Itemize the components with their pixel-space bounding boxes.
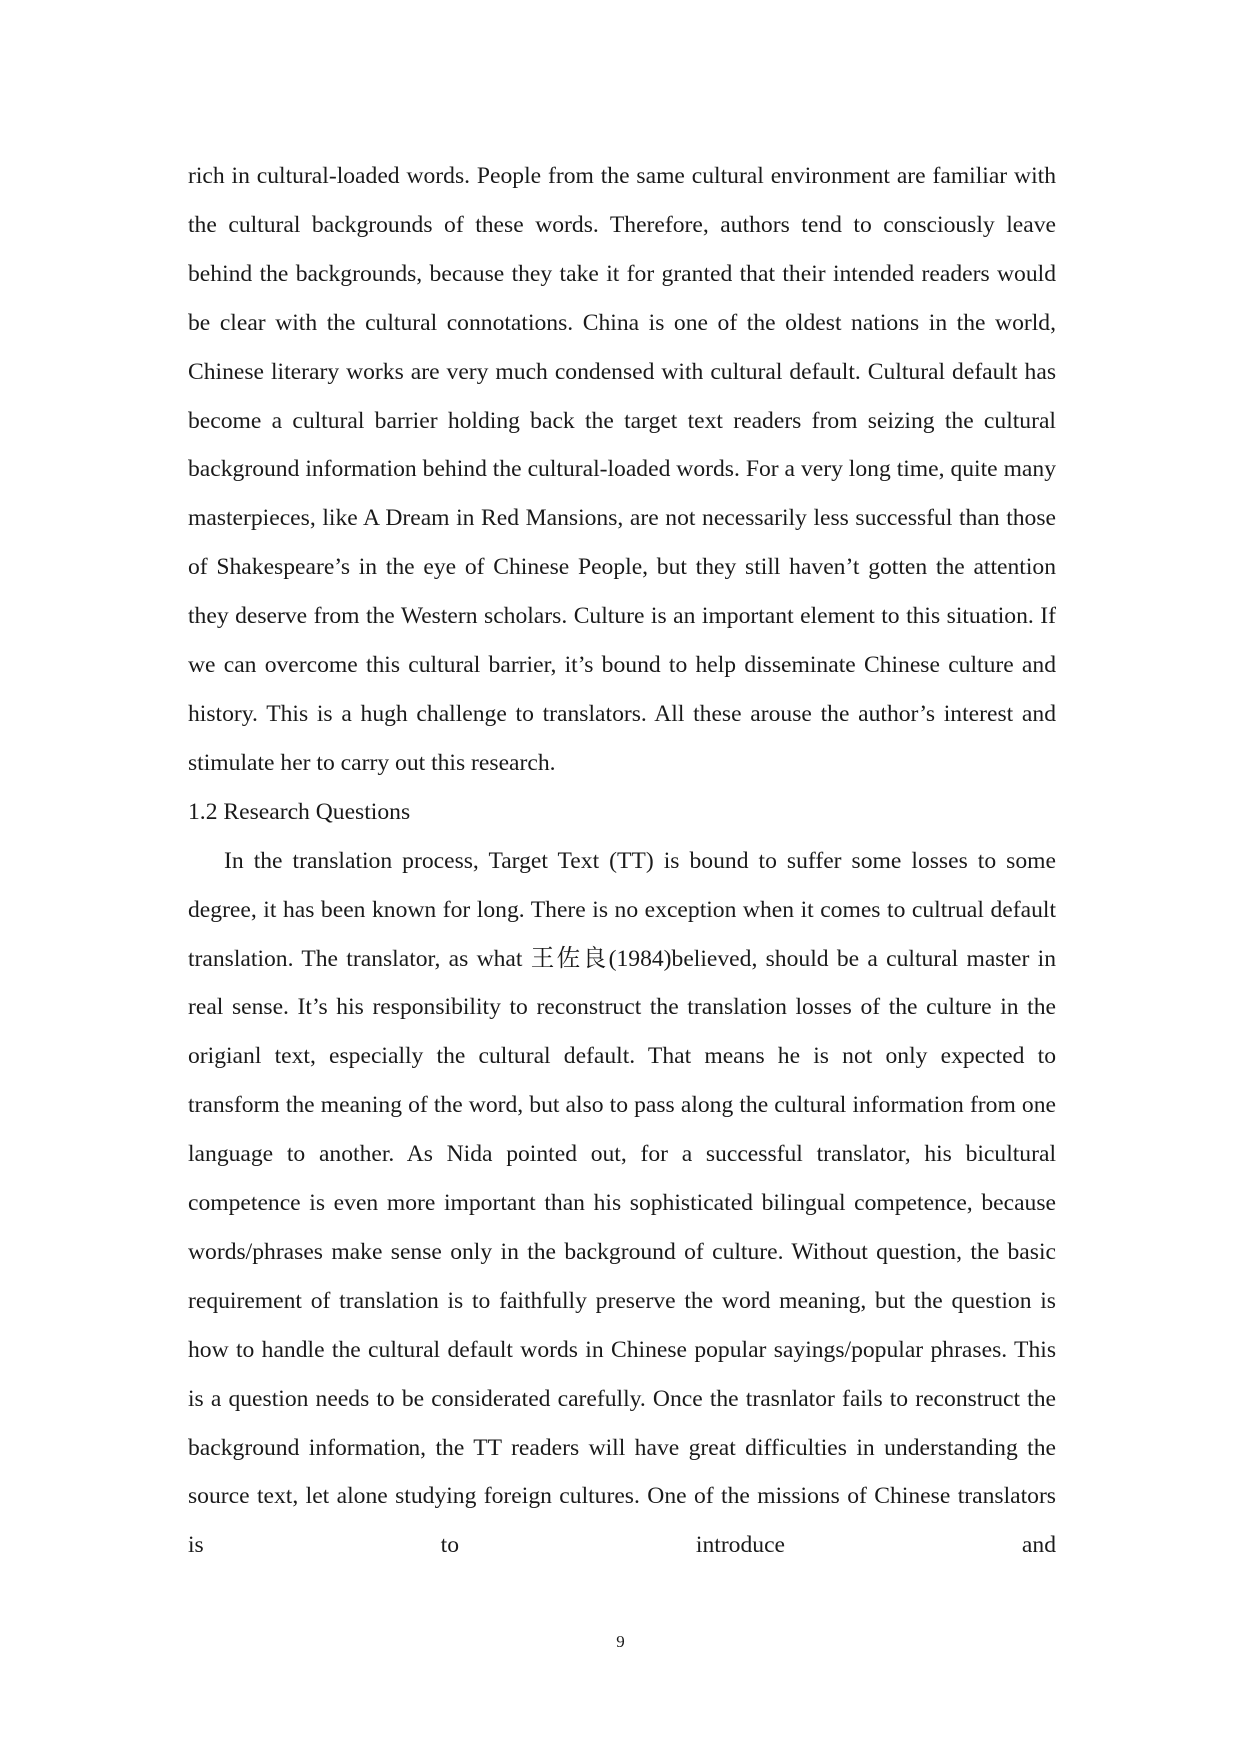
body-paragraph-2: In the translation process, Target Text (TT) is bound to suffer some losses to some degree, it has been known for long. There is no exception when it comes to cultrual default translation. The translator, as what 王佐良(1984)believed, should be a cultural master in real sense. It’s his responsibility to reconstruct the translation losses of the culture in the origianl text, especially the cultural default. That means he is not only expected to transform the meaning of the word, but also to pass along the cultural information from one language to another. As Nida pointed out, for a successful translator, his bicultural competence is even more important than his sophisticated bilingual competence, because words/phrases make sense only in the background of culture. Without question, the basic requirement of translation is to faithfully preserve the word meaning, but the question is how to handle the cultural default words in Chinese popular sayings/popular phrases. This is a question needs to be considerated carefully. Once the trasnlator fails to reconstruct the background information, the TT readers will have great difficulties in understanding the source text, let alone studying foreign cultures. One of the missions of Chinese translators is to introduce and [188,847,1056,1559]
page-number: 9 [616,1632,625,1651]
section-heading: 1.2 Research Questions [188,798,411,825]
body-text [188,152,1056,1570]
body-paragraph-1: rich in cultural-loaded words. People from the same cultural environment are familiar with the cultural backgrounds of these words. Therefore, authors tend to consciously leave behind the backgrounds, because they take it for granted that their intended readers would be clear with the cultural connotations. China is one of the oldest nations in the world, Chinese literary works are very much condensed with cultural default. Cultural default has become a cultural barrier holding back the target text readers from seizing the cultural background information behind the cultural-loaded words. For a very long time, quite many masterpieces, like A Dream in Red Mansions, are not necessarily less successful than those of Shakespeare’s in the eye of Chinese People, but they still haven’t gotten the attention they deserve from the Western scholars. Culture is an important element to this situation. If we can overcome this cultural barrier, it’s bound to help disseminate Chinese culture and history. This is a hugh challenge to translators. All these arouse the author’s interest and stimulate her to carry out this research. [188,163,1056,776]
